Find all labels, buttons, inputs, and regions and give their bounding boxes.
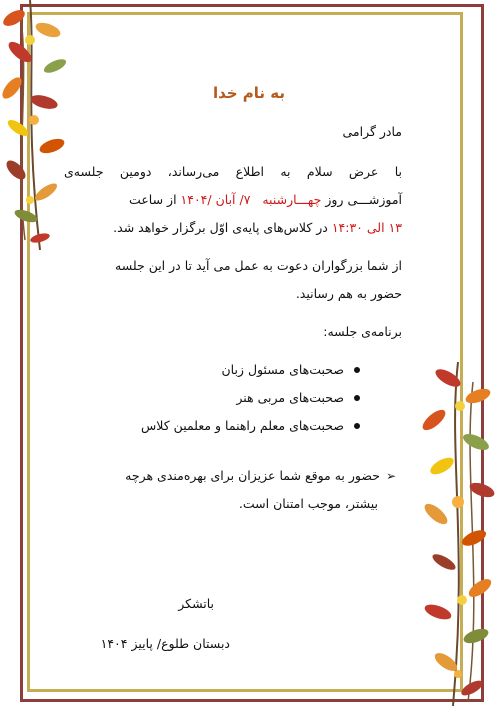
para1-line1 <box>64 164 402 179</box>
word: دومین <box>119 164 152 179</box>
para1-line2 <box>129 192 402 207</box>
para2-line2: حضور به هم رسانید. <box>295 286 402 301</box>
word: با <box>394 164 402 179</box>
salutation: مادر گرامی <box>342 124 402 139</box>
thanks: باتشکر <box>178 596 214 611</box>
para1-line3 <box>113 220 402 235</box>
agenda-item <box>236 390 360 405</box>
agenda-item <box>221 362 360 377</box>
text: آموزشـــی روز <box>321 192 402 207</box>
para2-line1: از شما بزرگواران دعوت به عمل می آید تا در این جلسه <box>115 258 402 273</box>
bullet-dot-icon <box>354 367 360 373</box>
agenda-item-text: صحبت‌های مربی هنر <box>236 390 344 405</box>
word: عرض <box>348 164 379 179</box>
word: سلام <box>306 164 333 179</box>
closing-line1 <box>125 468 396 483</box>
word: جلسه‌ی <box>64 164 104 179</box>
bullet-dot-icon <box>354 423 360 429</box>
text: از ساعت <box>129 192 181 207</box>
autumn-flowers-bottom-right <box>398 362 498 706</box>
agenda-item <box>141 418 360 433</box>
autumn-flowers-top-left <box>0 0 78 250</box>
word: به <box>280 164 291 179</box>
closing-text: حضور به موقع شما عزیزان برای بهره‌مندی هرچه <box>125 468 380 483</box>
meeting-date: ۷/ آبان /۱۴۰۴ <box>180 192 251 207</box>
page-title: به نام خدا <box>212 84 286 102</box>
text: در کلاس‌های پایه‌ی اوّل برگزار خواهد شد. <box>113 220 332 235</box>
meeting-day: چهـــارشنبه <box>262 192 322 207</box>
arrowhead-bullet-icon: ➢ <box>385 469 396 483</box>
bullet-dot-icon <box>354 395 360 401</box>
agenda-title: برنامه‌ی جلسه: <box>323 324 402 339</box>
closing-line2: بیشتر، موجب امتنان است. <box>238 496 378 511</box>
meeting-time: ۱۳ الی ۱۴:۳۰ <box>331 220 402 235</box>
agenda-item-text: صحبت‌های معلم راهنما و معلمین کلاس <box>141 418 344 433</box>
word: اطلاع <box>235 164 264 179</box>
signature: دبستان طلوع/ پاییز ۱۴۰۴ <box>100 636 230 651</box>
agenda-item-text: صحبت‌های مسئول زبان <box>221 362 344 377</box>
word: می‌رساند، <box>167 164 220 179</box>
